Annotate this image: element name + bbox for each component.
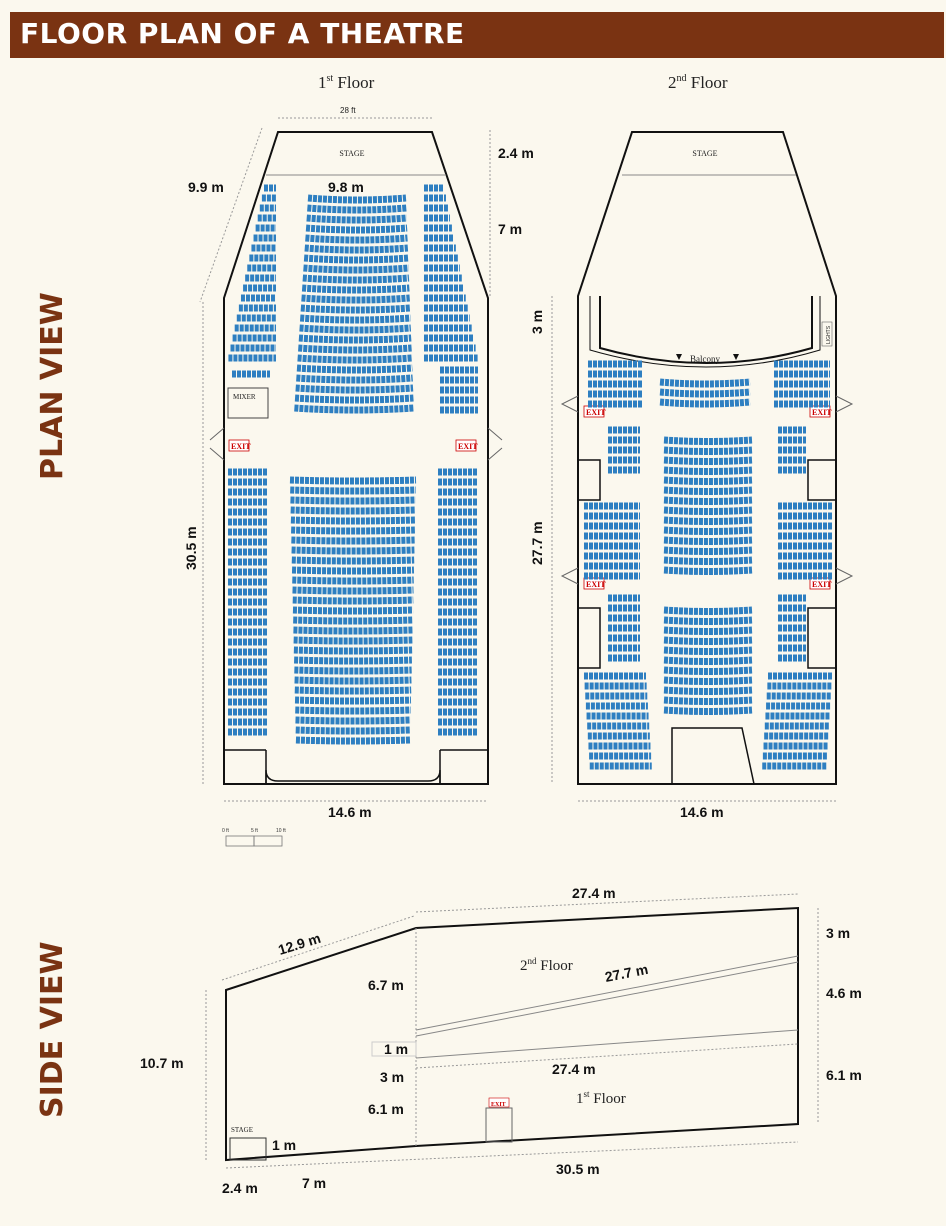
floor2-back-center-row [664,690,752,692]
floor1-center-back-row [295,680,412,681]
balcony-label: Balcony [690,354,720,364]
floor1-center-front-row [295,398,413,400]
floor2-balcony-center-row [660,382,750,384]
floor1-center-back-row [291,510,416,511]
floor1-center-back-row [291,520,415,521]
floor2-back-center-row [664,660,752,662]
floor2-balcony-center-row [660,392,750,394]
floor2-mid-center-row [664,500,752,502]
mixer-label: MIXER [233,393,256,401]
dim-inner-width: 9.8 m [328,179,364,195]
floor1-center-front-row [303,278,409,280]
floor2-mid-center-row [664,530,752,532]
floor1-center-back-row [292,560,414,561]
dim-bottom-len: 30.5 m [556,1161,600,1177]
dim-stage-w: 2.4 m [222,1180,258,1196]
floor1-center-front-row [300,328,411,330]
scale-bar [222,828,286,846]
floor2-mid-center-row [664,510,752,512]
floor1-exit-left: EXIT [231,442,251,451]
floor1-stage-label: STAGE [339,149,365,158]
dim-top-len: 27.4 m [572,885,616,901]
floor1-center-front-row [294,408,413,410]
floor1-center-back-row [292,550,415,551]
floor1-center-back-row [295,690,411,691]
floor1-center-back-row [296,730,411,731]
floor2-mid-center-row [664,460,752,462]
dim-floor1-width: 14.6 m [328,804,372,820]
floor2-plan [529,73,852,820]
floor1-center-front-row [305,238,407,240]
floor2-title: 2nd Floor [668,73,728,92]
floor2-back-center-row [664,640,752,642]
dim-gap3: 3 m [380,1069,405,1085]
floor1-center-back-row [295,700,411,701]
floor2-seat-blocks [584,364,832,766]
floor2-mid-center-row [664,520,752,522]
floor1-center-front-row [305,248,408,250]
floor2-balcony-center-row [660,402,750,404]
floor2-mid-center-row [664,450,752,452]
dim-diagonal: 9.9 m [188,179,224,195]
floor1-center-back-row [296,740,410,741]
lights-label: LIGHTS [826,325,832,344]
dim-right-top: 3 m [826,925,851,941]
floor1-center-front-row [300,318,410,320]
dim-floor2-length: 27.7 m [529,521,545,565]
floor1-center-back-row [292,570,414,571]
side-exit: EXIT [491,1102,506,1108]
floor1-center-back-row [293,600,414,601]
floor2-back-center-row [664,670,752,672]
floor1-title: 1st Floor [318,73,375,92]
floor2-back-center-row [664,620,752,622]
floor1-center-back-row [294,650,412,651]
floor1-seat-blocks [228,188,478,741]
floor2-mid-center-row [664,540,752,542]
dim-floor2-width: 14.6 m [680,804,724,820]
svg-text:0 ft: 0 ft [222,828,229,834]
floor2-mid-center-row [664,570,752,572]
floor1-exit-right: EXIT [458,442,478,451]
dim-right-mid: 4.6 m [826,985,862,1001]
floor2-mid-center-row [664,490,752,492]
floor2-back-center-row [664,680,752,682]
floor1-center-front-row [298,348,411,350]
dim-floor1-length: 30.5 m [183,526,199,570]
dim-left-height: 10.7 m [140,1055,184,1071]
floor1-center-front-row [308,198,406,200]
dim-lower-left: 6.1 m [368,1101,404,1117]
dim-gap1: 1 m [384,1041,409,1057]
floor2-exit-2: EXIT [812,408,832,417]
floor2-back-center-row [664,630,752,632]
dim-front-depth: 7 m [498,221,523,237]
floor1-center-back-row [293,620,413,621]
floor1-center-front-row [297,368,412,370]
floor1-center-back-row [294,670,411,671]
floor1-center-front-row [296,378,412,380]
floor2-mid-center-row [664,440,752,442]
dim-slope-top: 12.9 m [276,929,323,958]
floor2-exit-3: EXIT [586,580,606,589]
floor1-center-front-row [299,338,411,340]
floor1-center-back-row [294,640,413,641]
floor1-center-front-row [302,298,410,300]
floor1-center-back-row [294,660,412,661]
dim-balcony-slope: 27.7 m [603,960,650,985]
floor1-plan [183,73,534,846]
floor1-center-back-row [295,720,410,721]
floor2-mid-center-row [664,550,752,552]
floor1-center-front-row [307,208,406,210]
dim-stage-depth: 2.4 m [498,145,534,161]
side-view-label: SIDE VIEW [35,941,70,1118]
floor1-center-front-row [307,218,407,220]
floor2-mid-center-row [664,560,752,562]
floor1-center-back-row [295,710,410,711]
dim-stage-h: 1 m [272,1137,297,1153]
dim-right-low: 6.1 m [826,1067,862,1083]
floor1-center-back-row [292,580,413,581]
floor1-center-back-row [291,540,414,541]
dim-upper-left: 6.7 m [368,977,404,993]
floor1-center-front-row [298,358,412,360]
dim-front-w: 7 m [302,1175,327,1191]
floor2-back-center-row [664,700,752,702]
floor1-center-front-row [304,258,408,260]
floor2-back-center-row [664,710,752,712]
floor1-center-back-row [290,480,416,481]
floor2-mid-center-row [664,480,752,482]
floor1-center-front-row [303,268,408,270]
page-title: FLOOR PLAN OF A THEATRE [20,17,465,50]
svg-text:10 ft: 10 ft [276,828,286,834]
side-floor2-label: 2nd Floor [520,956,573,974]
floor2-back-center-row [664,610,752,612]
floor1-center-back-row [290,500,415,501]
dim-28ft: 28 ft [340,106,356,115]
floor2-stage-label: STAGE [692,149,718,158]
floor1-center-front-row [296,388,413,390]
side-stage-label: STAGE [231,1126,253,1134]
floor1-center-front-row [306,228,407,230]
floor1-center-front-row [301,308,410,310]
floor1-center-back-row [293,610,413,611]
floor1-center-back-row [293,590,414,591]
floor1-center-back-row [290,490,416,491]
dim-mid-len: 27.4 m [552,1061,596,1077]
side-view [140,885,862,1196]
floor1-center-front-row [302,288,409,290]
svg-text:5 ft: 5 ft [251,828,258,834]
dim-balcony-depth: 3 m [529,309,545,334]
floor1-center-back-row [293,630,412,631]
plan-view-label: PLAN VIEW [35,292,70,480]
floor2-exit-4: EXIT [812,580,832,589]
side-floor1-label: 1st Floor [576,1089,626,1107]
floor2-back-center-row [664,650,752,652]
floor2-exit-1: EXIT [586,408,606,417]
floor1-center-back-row [291,530,415,531]
floor2-mid-center-row [664,470,752,472]
